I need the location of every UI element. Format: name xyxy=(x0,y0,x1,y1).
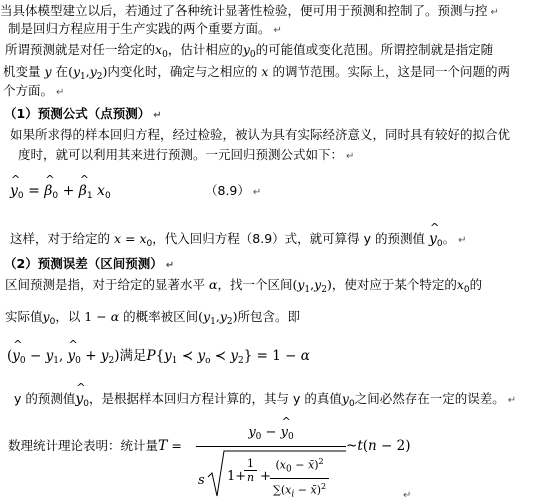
paragraph-mark-icon: ↵ xyxy=(252,187,262,198)
paragraph-mark-icon: ↵ xyxy=(458,235,467,246)
paragraph-mark-icon: ↵ xyxy=(153,110,162,121)
paragraph-text: 当具体模型建立以后，若通过了各种统计显著性检验，便可用于预测和控制了。预测与控 xyxy=(0,3,488,18)
text-line: 度时，就可以利用其来进行预测。一元回归预测公式如下： ↵ xyxy=(18,147,355,162)
paragraph-mark-icon: ↵ xyxy=(346,151,355,162)
t-statistic-denominator: s 1+ $\frac{1}{n}$ + $\frac{(x_0 - x̄)^2}{\sum(x_i - x̄)^2}$ xyxy=(198,449,348,501)
paragraph-mark-icon: ↵ xyxy=(403,490,412,501)
text-line: 个方面。 ↵ xyxy=(3,83,65,98)
paragraph-mark-icon: ↵ xyxy=(56,87,65,98)
text-line: 实际值$y_0$，以 1 − α 的概率被区间$(y_1,y_2)$所包含。即 xyxy=(5,309,301,327)
math-y0: $y_0$ xyxy=(242,42,256,60)
text-line: 所谓预测就是对任一给定的$x_0$，估计相应的$y_0$的可能值或变化范围。所谓控制就是指定随 xyxy=(5,42,494,60)
paragraph-mark-icon: ↵ xyxy=(507,395,517,406)
text-line xyxy=(0,3,499,21)
fraction-bar xyxy=(196,446,346,447)
equation-8-9: ^ $y_0$ = ^ $\beta_0$ + ^ $\beta_1$ $x_0$ xyxy=(10,181,111,206)
text-line: 区间预测是指，对于给定的显著水平 α，找一个区间$(y_1,y_2)$，使对应于某个特定的$x_0$的 xyxy=(5,277,483,295)
t-statistic-numerator: $y_0$ − ^ $y_0$ xyxy=(196,425,346,445)
math-interval: $(y_1,y_2)$ xyxy=(68,64,108,82)
text-line: y 的预测值^ $y_0$，是根据样本回归方程计算的，其与 y 的真值$y_0$之间必然存在一定的误差。 ↵ xyxy=(14,391,516,412)
equation-number: （8.9） ↵ xyxy=(205,183,262,198)
text-line: 如果所求得的样本回归方程，经过检验，被认为具有实际经济意义，同时具有较好的拟合优 xyxy=(10,127,511,142)
paragraph-end xyxy=(400,486,411,504)
text-line: 这样，对于给定的 $x = x_0$，代入回归方程（8.9）式，就可算得 y 的预测值 ^ $y_0$。 ↵ xyxy=(10,231,467,252)
section-heading: （1）预测公式（点预测） ↵ xyxy=(4,106,162,121)
text-line xyxy=(8,21,282,39)
paragraph-mark-icon: ↵ xyxy=(490,7,499,18)
math-x0: $x_0$ xyxy=(155,42,168,60)
text-line: 数理统计理论表明：统计量T = xyxy=(8,438,182,454)
text-line: 机变量 y 在$(y_1,y_2)$内变化时，确定与之相应的 x 的调节范围。实际上，这是同一个问题的两 xyxy=(3,64,510,82)
paragraph-mark-icon: ↵ xyxy=(165,260,175,271)
equation-interval: (^ $y_0 - y_1$, ^ $y_0 + y_2$)满足$P\{y_1$ ≺ $y_o$ ≺ $y_2\} = 1 - \alpha$ xyxy=(7,346,310,371)
paragraph-mark-icon: ↵ xyxy=(273,25,282,36)
paragraph-text: 制是回归方程应用于生产实践的两个重要方面。 xyxy=(8,21,271,36)
t-distribution: ~t(n − 2) xyxy=(346,438,411,454)
section-heading: （2）预测误差（区间预测） ↵ xyxy=(4,256,175,271)
